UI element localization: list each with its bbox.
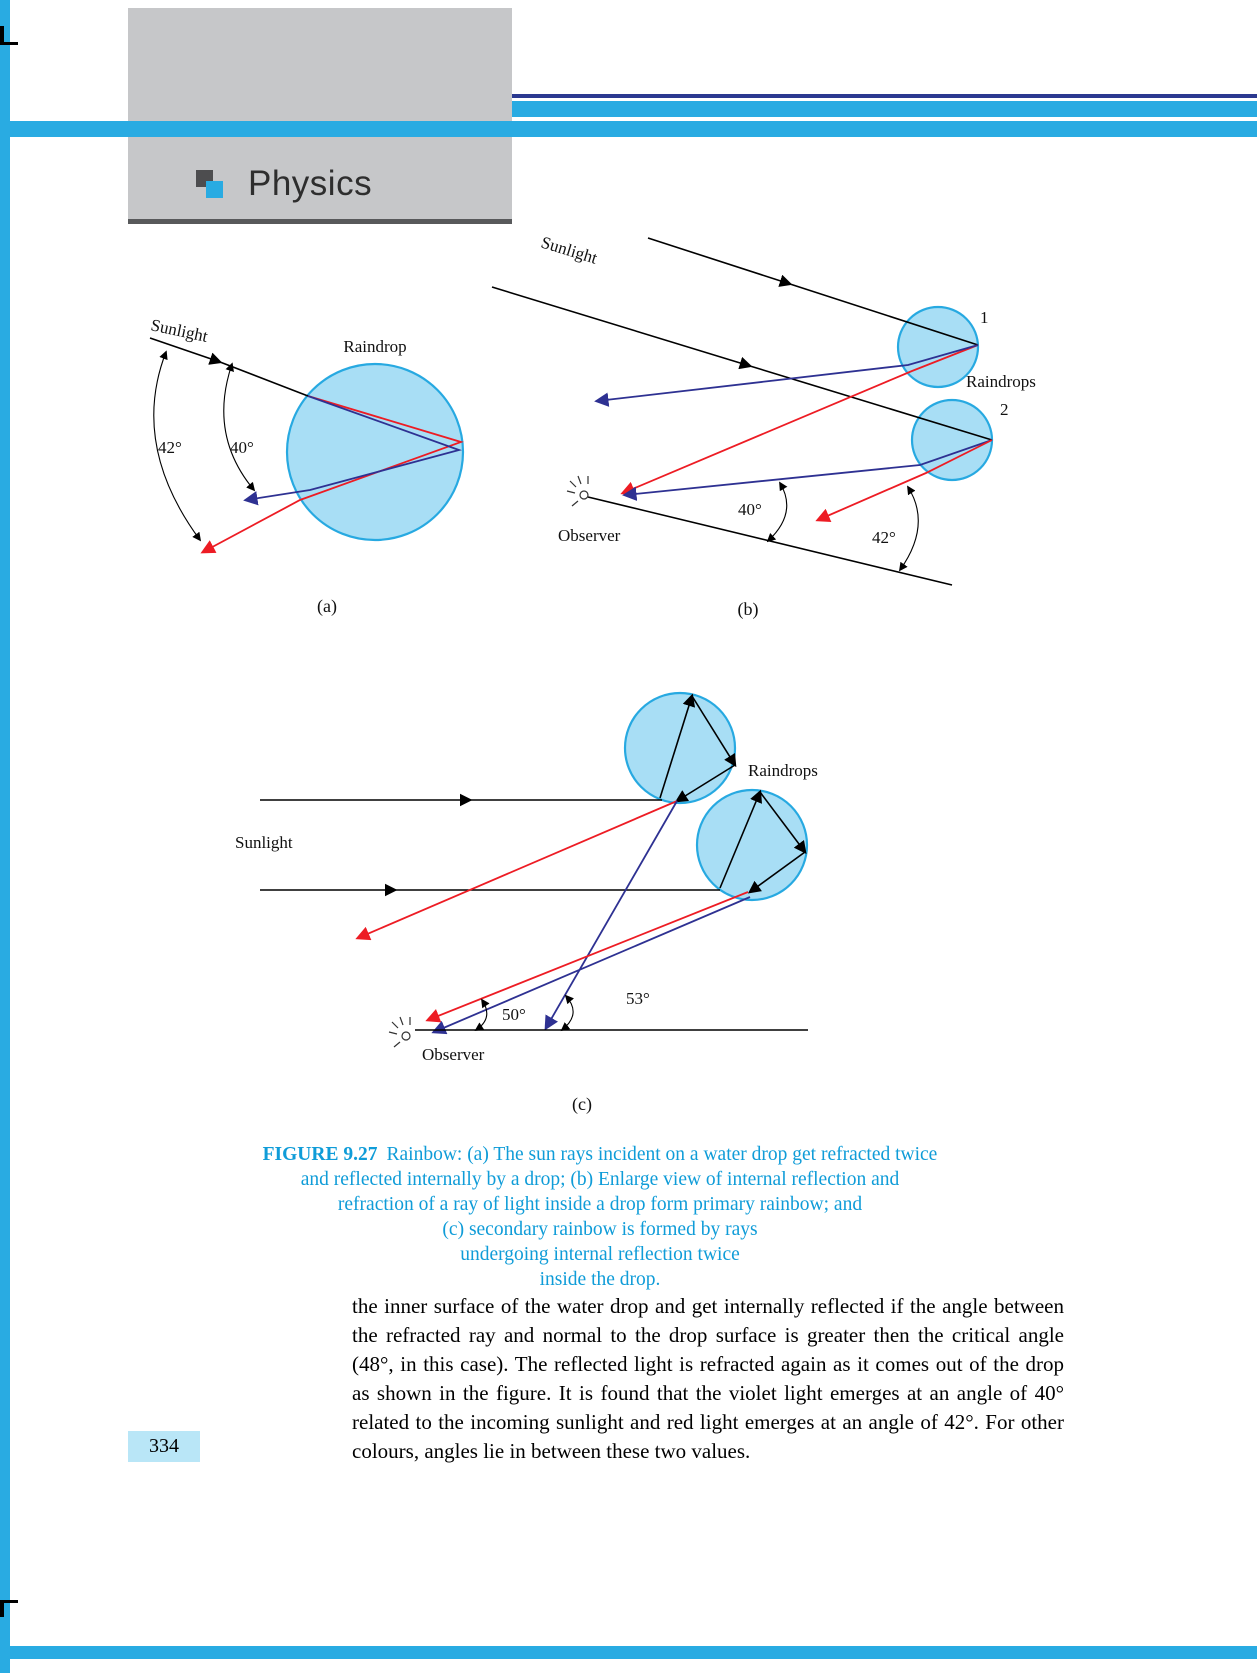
- red-ray-drop2-to-observer: [428, 892, 748, 1020]
- caption-line: refraction of a ray of light inside a drop form primary rainbow; and: [337, 1194, 863, 1215]
- raindrop-1-circle: [625, 693, 735, 803]
- body-paragraph: the inner surface of the water drop and get internally reflected if the angle between the refracted ray and normal to the drop surface is greater then the critical angle (48°, in this case). The reflected light is refracted again as it comes out of the drop as shown in the figure. It is found that the violet light emerges at an angle of 40° related to the incoming sunlight and red light emerges at an angle of 42°. For other colours, angles lie in between these two values.: [352, 1294, 1064, 1463]
- sublabel-c: (c): [572, 1094, 592, 1114]
- page-title: Physics: [248, 164, 373, 203]
- angle-40-label: 40°: [230, 438, 254, 457]
- page-number-badge: 334: [128, 1431, 200, 1462]
- raindrop-label: Raindrop: [343, 337, 407, 356]
- violet-ray-drop2-to-observer: [434, 897, 750, 1032]
- top-cyan-band: [0, 121, 1257, 137]
- raindrop-2-circle: [912, 400, 992, 480]
- sublabel-b: (b): [737, 599, 759, 619]
- angle-53-label: 53°: [626, 989, 650, 1008]
- chapter-logo-cyan-square-icon: [206, 181, 223, 198]
- raindrop-circle: [287, 364, 463, 540]
- sunlight-ray: [150, 338, 220, 362]
- angle-42-label: 42°: [158, 438, 182, 457]
- observer-eye-icon: [567, 476, 588, 506]
- caption-text-1: Rainbow: (a) The sun rays incident on a water drop get refracted twice: [386, 1144, 938, 1165]
- red-ray-drop1: [358, 801, 677, 938]
- diagram-a: [130, 300, 500, 630]
- bottom-cyan-band: [0, 1646, 1257, 1659]
- angle-42-label: 42°: [872, 528, 896, 547]
- sight-reference-line: [588, 497, 952, 585]
- left-border-bar: [0, 0, 10, 1673]
- caption-line: [150, 1142, 1050, 1167]
- observer-eye-icon: [389, 1017, 410, 1047]
- sunlight-ray-continuation: [220, 362, 308, 396]
- observer-label: Observer: [558, 526, 621, 545]
- sunlight-label: Sunlight: [235, 833, 293, 852]
- sublabel-a: (a): [317, 596, 337, 616]
- raindrops-label: Raindrops: [966, 372, 1036, 391]
- angle-arc-53: [562, 996, 573, 1030]
- sunlight-label: Sunlight: [149, 315, 210, 346]
- drop2-number-label: 2: [1000, 400, 1009, 419]
- raindrops-label: Raindrops: [748, 761, 818, 780]
- top-right-navy-stripe: [510, 94, 1257, 98]
- angle-arc-42: [900, 487, 918, 570]
- top-right-cyan-stripe: [510, 101, 1257, 117]
- diagram-c: [230, 680, 910, 1120]
- caption-line: undergoing internal reflection twice: [460, 1244, 740, 1265]
- figure-number: FIGURE 9.27: [262, 1144, 378, 1165]
- violet-ray-drop1: [546, 801, 677, 1028]
- figure-caption: [150, 1142, 1050, 1292]
- caption-line: (c) secondary rainbow is formed by rays: [442, 1219, 758, 1240]
- observer-label: Observer: [422, 1045, 485, 1064]
- sunlight-label: Sunlight: [538, 232, 600, 268]
- angle-50-label: 50°: [502, 1005, 526, 1024]
- sunlight-ray-1: [648, 238, 790, 284]
- angle-arc-40: [224, 364, 254, 490]
- caption-line: and reflected internally by a drop; (b) Enlarge view of internal reflection and: [300, 1169, 900, 1190]
- crop-mark-bottom-left: [0, 1600, 18, 1617]
- angle-40-label: 40°: [738, 500, 762, 519]
- caption-line: inside the drop.: [539, 1269, 661, 1290]
- drop1-number-label: 1: [980, 308, 989, 327]
- crop-mark-top-left: [0, 26, 18, 45]
- header-underline: [128, 219, 512, 224]
- diagram-b: [480, 225, 1060, 625]
- angle-arc-50: [476, 1000, 487, 1030]
- raindrop-2-circle: [697, 790, 807, 900]
- sunlight-ray-2: [492, 287, 750, 366]
- angle-arc-40: [768, 483, 787, 541]
